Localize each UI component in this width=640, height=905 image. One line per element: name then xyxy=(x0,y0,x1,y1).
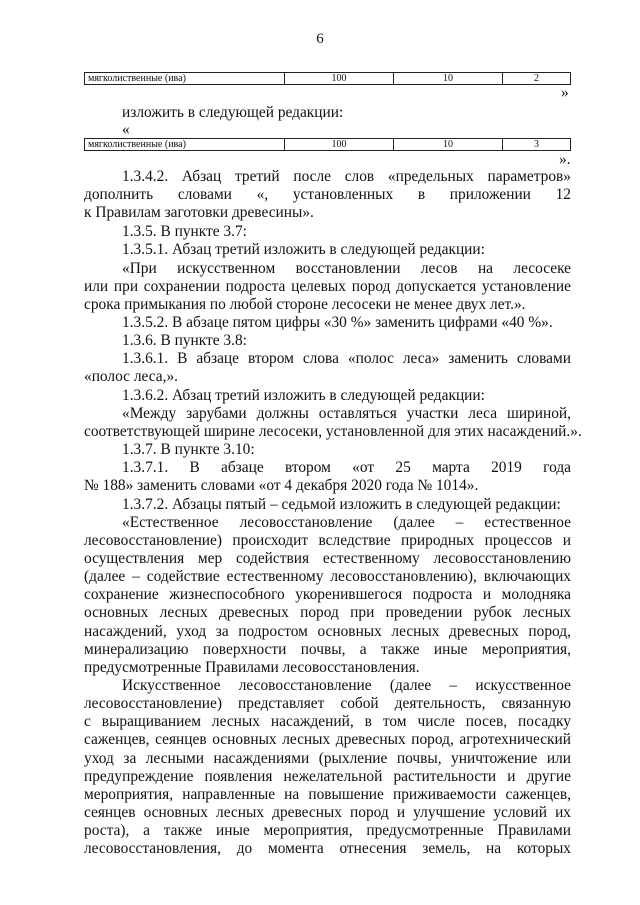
table-cell-species: мягколиственные (ива) xyxy=(85,73,285,85)
paragraph-line: № 188» заменить словами «от 4 декабря 2020 года № 1014». xyxy=(84,477,479,494)
table-cell: 3 xyxy=(503,139,571,151)
opening-quote: « xyxy=(122,121,130,138)
paragraph-line: лесовосстановление) представляет собой деятельность, связанную xyxy=(84,695,571,712)
table-cell-species: мягколиственные (ива) xyxy=(85,139,285,151)
paragraph-line: к Правилам заготовки древесины». xyxy=(84,204,314,221)
paragraph-line: минерализацию поверхности почвы, а также иные мероприятия, xyxy=(84,641,571,658)
paragraph-line: роста), а также иные мероприятия, предусмотренные Правилами xyxy=(84,822,571,839)
paragraph-line: Искусственное лесовосстановление (далее – искусственное xyxy=(122,677,571,694)
paragraph-line: или при сохранении подроста целевых пород допускается установление xyxy=(84,278,571,295)
table-row xyxy=(85,139,571,151)
paragraph-line: осуществления мер содействия естественному лесовосстановлению xyxy=(84,550,571,567)
paragraph-line: лесовосстановления, до момента отнесения земель, на которых xyxy=(84,840,571,857)
paragraph-line: уход за лесными насаждениями (рыхление почвы, уничтожение или xyxy=(84,750,571,767)
table-cell: 10 xyxy=(394,73,503,85)
paragraph-line: срока примыкания по любой стороне лесосеки не менее двух лет.». xyxy=(84,296,526,313)
paragraph-line: 1.3.4.2. Абзац третий после слов «предельных параметров» xyxy=(122,168,571,185)
closing-quote: ». xyxy=(559,151,571,168)
paragraph-line: 1.3.5.2. В абзаце пятом цифры «30 %» заменить цифрами «40 %». xyxy=(122,314,553,331)
statement-new-edition: изложить в следующей редакции: xyxy=(122,104,344,121)
paragraph-line: «полос леса,». xyxy=(84,368,178,385)
table-cell: 10 xyxy=(394,139,503,151)
paragraph-line: 1.3.7. В пункте 3.10: xyxy=(122,441,255,458)
paragraph-line: дополнить словами «, установленных в приложении 12 xyxy=(84,186,571,203)
paragraph-line: мероприятия, направленные на повышение приживаемости саженцев, xyxy=(84,786,571,803)
paragraph-line: 1.3.6.1. В абзаце втором слова «полос леса» заменить словами xyxy=(122,350,571,367)
paragraph-line: предусмотренные Правилами лесовосстановления. xyxy=(84,659,420,676)
paragraph-line: 1.3.5. В пункте 3.7: xyxy=(122,223,247,240)
paragraph-line: 1.3.6.2. Абзац третий изложить в следующей редакции: xyxy=(122,387,485,404)
page-number: 6 xyxy=(316,31,324,47)
paragraph-line: саженцев, сеянцев основных лесных древесных пород, агротехнический xyxy=(84,731,571,748)
paragraph-line: предупреждение появления нежелательной растительности и другие xyxy=(84,768,571,785)
paragraph-line: «Между зарубами должны оставляться участки леса шириной, xyxy=(122,405,571,422)
paragraph-line: с выращиванием лесных насаждений, в том числе посев, посадку xyxy=(84,713,571,730)
paragraph-line: 1.3.7.2. Абзацы пятый – седьмой изложить в следующей редакции: xyxy=(122,496,561,513)
paragraph-line: 1.3.7.1. В абзаце втором «от 25 марта 2019 года xyxy=(122,459,571,476)
paragraph-line: насаждений, уход за подростом основных лесных древесных пород, xyxy=(84,623,571,640)
paragraph-line: 1.3.6. В пункте 3.8: xyxy=(122,332,247,349)
table-new-row xyxy=(84,138,571,151)
table-old-row xyxy=(84,72,571,85)
paragraph-line: сеянцев основных лесных древесных пород и улучшение условий их xyxy=(84,804,571,821)
table-cell: 100 xyxy=(285,73,394,85)
paragraph-line: лесовосстановление) происходит вследствие природных процессов и xyxy=(84,532,571,549)
table-row xyxy=(85,73,571,85)
paragraph-line: 1.3.5.1. Абзац третий изложить в следующей редакции: xyxy=(122,241,485,258)
paragraph-line: сохранение жизнеспособного укоренившегося подроста и молодняка xyxy=(84,586,571,603)
paragraph-line: (далее – содействие естественному лесовосстановлению), включающих xyxy=(84,568,571,585)
paragraph-line: «Естественное лесовосстановление (далее – естественное xyxy=(122,514,571,531)
table-cell: 2 xyxy=(503,73,571,85)
paragraph-line: «При искусственном восстановлении лесов на лесосеке xyxy=(122,260,571,277)
paragraph-line: основных лесных древесных пород при проведении рубок лесных xyxy=(84,604,571,621)
table-cell: 100 xyxy=(285,139,394,151)
paragraph-line: соответствующей ширине лесосеки, установленной для этих насаждений.». xyxy=(84,423,582,440)
closing-quote: » xyxy=(561,84,569,101)
